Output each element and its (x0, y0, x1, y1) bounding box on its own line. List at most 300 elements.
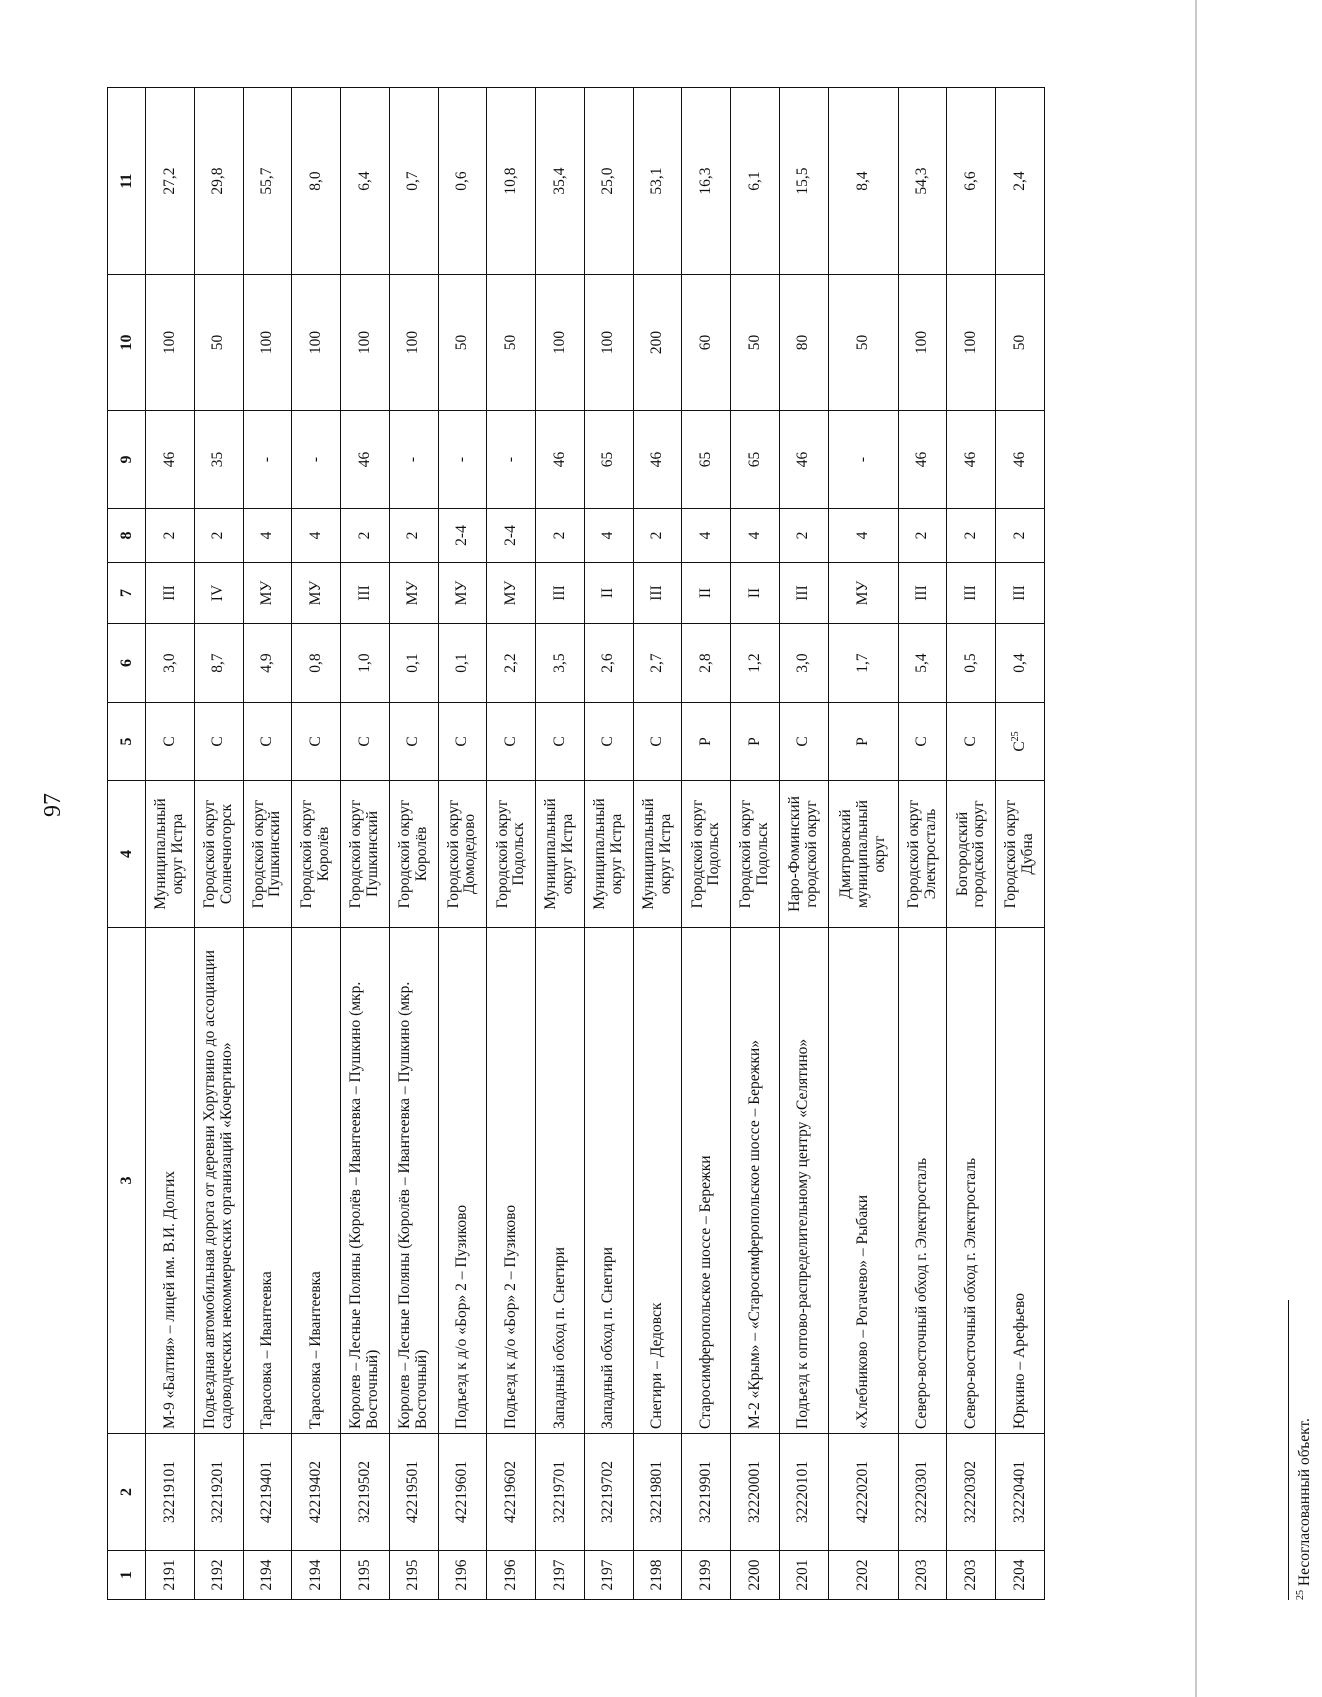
lanes-text: 2 (355, 531, 373, 540)
value-11-text: 15,5 (794, 167, 812, 195)
road-name-text: М-9 «Балтия» – лицей им. В.И. Долгих (160, 1170, 178, 1429)
value-9-text: 46 (355, 451, 373, 468)
cell-road-name (536, 928, 585, 1434)
value-11-text: 54,3 (913, 167, 931, 195)
cell-value-10 (947, 275, 996, 411)
cell-lanes (292, 509, 341, 563)
cell-category (146, 563, 195, 624)
cell-row-number (194, 1551, 243, 1600)
cell-municipality (996, 781, 1045, 928)
row-number-text: 2196 (501, 1559, 519, 1591)
road-name-text: Тарасовка – Ивантеевка (258, 1271, 276, 1429)
cell-road-name (898, 928, 947, 1434)
status-text: Р (853, 737, 871, 746)
length-text: 3,0 (794, 653, 812, 673)
cell-lanes (194, 509, 243, 563)
value-10-text: 60 (696, 334, 714, 351)
cell-status (898, 703, 947, 781)
cell-value-11 (146, 88, 195, 275)
cell-category (947, 563, 996, 624)
road-name-text: Юркино – Арефьево (1010, 1292, 1028, 1429)
cell-length (341, 624, 390, 703)
cell-category (438, 563, 487, 624)
value-9-text: 46 (913, 451, 931, 468)
length-text: 4,9 (258, 653, 276, 673)
cell-road-id (389, 1434, 438, 1551)
cell-value-10 (584, 275, 633, 411)
cell-value-11 (996, 88, 1045, 275)
status-text: Р (745, 737, 763, 746)
road-id-text: 32219101 (160, 1461, 178, 1523)
category-text: III (913, 585, 931, 601)
cell-row-number (292, 1551, 341, 1600)
road-name-text: Северо-восточный обход г. Электросталь (961, 1157, 979, 1429)
value-10-text: 100 (404, 330, 422, 355)
value-10-text: 100 (961, 330, 979, 355)
cell-road-name (487, 928, 536, 1434)
cell-road-name (731, 928, 780, 1434)
cell-lanes (731, 509, 780, 563)
lanes-text: 2-4 (501, 525, 519, 546)
length-text: 0,1 (453, 653, 471, 673)
cell-value-10 (996, 275, 1045, 411)
municipality-text: Городской округ Солнечногорск (200, 799, 235, 909)
cell-lanes (779, 509, 828, 563)
cell-road-name (682, 928, 731, 1434)
length-text: 2,6 (599, 653, 617, 673)
cell-category (633, 563, 682, 624)
cell-municipality (828, 781, 898, 928)
cell-row-number (584, 1551, 633, 1600)
cell-road-name (194, 928, 243, 1434)
value-9-text: 46 (648, 451, 666, 468)
column-header-9: 9 (108, 411, 146, 509)
table-row (947, 88, 996, 1600)
cell-category (389, 563, 438, 624)
cell-value-11 (194, 88, 243, 275)
cell-length (779, 624, 828, 703)
road-name-text: Королев – Лесные Поляны (Королёв – Ивантеевка – Пушкино (мкр. Восточный) (395, 981, 430, 1429)
cell-value-11 (536, 88, 585, 275)
cell-row-number (947, 1551, 996, 1600)
cell-length (146, 624, 195, 703)
cell-status (947, 703, 996, 781)
value-11-text: 16,3 (696, 167, 714, 195)
category-text: МУ (306, 580, 324, 606)
cell-municipality (389, 781, 438, 928)
cell-length (898, 624, 947, 703)
road-name-text: Старосимферопольское шоссе – Бережки (696, 1155, 714, 1429)
value-11-text: 8,4 (853, 171, 871, 191)
cell-value-9 (389, 411, 438, 509)
value-9-text: 65 (696, 451, 714, 468)
value-9-text: - (258, 456, 276, 463)
cell-municipality (898, 781, 947, 928)
lanes-text: 4 (599, 531, 617, 540)
cell-value-10 (779, 275, 828, 411)
lanes-text: 2 (794, 531, 812, 540)
municipality-text: Городской округ Королёв (395, 799, 430, 909)
category-text: III (961, 585, 979, 601)
value-9-text: 65 (745, 451, 763, 468)
row-number-text: 2199 (696, 1559, 714, 1591)
cell-municipality (947, 781, 996, 928)
road-id-text: 42219602 (501, 1461, 519, 1523)
column-header-2: 2 (108, 1434, 146, 1551)
cell-road-id (292, 1434, 341, 1551)
column-header-1: 1 (108, 1551, 146, 1600)
value-11-text: 55,7 (258, 167, 276, 195)
cell-value-11 (487, 88, 536, 275)
cell-lanes (996, 509, 1045, 563)
row-number-text: 2195 (404, 1559, 422, 1591)
cell-value-10 (438, 275, 487, 411)
road-name-text: Королев – Лесные Поляны (Королёв – Ивантеевка – Пушкино (мкр. Восточный) (347, 981, 381, 1429)
cell-value-10 (341, 275, 390, 411)
cell-municipality (779, 781, 828, 928)
cell-road-id (146, 1434, 195, 1551)
row-number-text: 2203 (913, 1559, 931, 1591)
cell-category (243, 563, 292, 624)
cell-road-id (584, 1434, 633, 1551)
cell-length (633, 624, 682, 703)
cell-road-name (828, 928, 898, 1434)
status-text: С (453, 736, 471, 747)
table-row (731, 88, 780, 1600)
scan-edge (1195, 0, 1197, 1697)
value-11-text: 10,8 (501, 167, 519, 195)
value-10-text: 100 (258, 330, 276, 355)
value-10-text: 50 (745, 334, 763, 351)
cell-municipality (341, 781, 390, 928)
lanes-text: 2 (160, 531, 178, 540)
cell-value-11 (292, 88, 341, 275)
table-row (682, 88, 731, 1600)
table-row (828, 88, 898, 1600)
cell-road-id (633, 1434, 682, 1551)
column-header-3: 3 (108, 928, 146, 1434)
value-11-text: 6,1 (745, 171, 763, 191)
length-text: 0,1 (404, 653, 422, 673)
cell-value-10 (389, 275, 438, 411)
footnote-body: Несогласованный объект. (1296, 1418, 1314, 1587)
length-text: 0,8 (306, 653, 324, 673)
column-header-8: 8 (108, 509, 146, 563)
category-text: МУ (258, 580, 276, 606)
cell-municipality (584, 781, 633, 928)
length-text: 5,4 (913, 653, 931, 673)
length-text: 2,7 (648, 653, 666, 673)
cell-length (682, 624, 731, 703)
road-id-text: 42219601 (453, 1461, 471, 1523)
municipality-text: Городской округ Королёв (298, 799, 333, 909)
municipality-text: Наро-Фоминский городской округ (786, 796, 820, 912)
category-text: МУ (404, 580, 422, 606)
category-text: МУ (853, 580, 871, 606)
cell-row-number (536, 1551, 585, 1600)
cell-length (584, 624, 633, 703)
status-text: С (355, 736, 373, 747)
cell-municipality (633, 781, 682, 928)
cell-category (731, 563, 780, 624)
cell-municipality (243, 781, 292, 928)
category-text: II (599, 587, 617, 599)
cell-road-name (947, 928, 996, 1434)
cell-road-id (438, 1434, 487, 1551)
cell-road-name (146, 928, 195, 1434)
cell-value-11 (947, 88, 996, 275)
cell-value-9 (341, 411, 390, 509)
value-9-text: 46 (961, 451, 979, 468)
row-number-text: 2200 (745, 1559, 763, 1591)
lanes-text: 2 (550, 531, 568, 540)
cell-municipality (146, 781, 195, 928)
row-number-text: 2195 (355, 1559, 373, 1591)
table-row (292, 88, 341, 1600)
column-header-7: 7 (108, 563, 146, 624)
value-10-text: 100 (913, 330, 931, 355)
cell-length (389, 624, 438, 703)
road-name-text: Западный обход п. Снегири (599, 1247, 617, 1429)
table-row (536, 88, 585, 1600)
cell-row-number (731, 1551, 780, 1600)
table-row (584, 88, 633, 1600)
municipality-text: Дмитровский муниципальный округ (837, 800, 888, 908)
municipality-text: Городской округ Пушкинский (347, 799, 381, 909)
length-text: 3,0 (160, 653, 178, 673)
cell-row-number (243, 1551, 292, 1600)
cell-status (682, 703, 731, 781)
cell-row-number (389, 1551, 438, 1600)
value-10-text: 50 (1010, 334, 1028, 351)
footnote-ref: 25 (1010, 731, 1022, 742)
column-header-6: 6 (108, 624, 146, 703)
length-text: 1,7 (853, 653, 871, 673)
status-text: С (160, 736, 178, 747)
cell-value-9 (536, 411, 585, 509)
cell-road-id (828, 1434, 898, 1551)
cell-municipality (438, 781, 487, 928)
value-11-text: 2,4 (1010, 171, 1028, 191)
row-number-text: 2203 (961, 1559, 979, 1591)
cell-length (828, 624, 898, 703)
cell-road-name (389, 928, 438, 1434)
cell-lanes (438, 509, 487, 563)
status-text: С (961, 736, 979, 747)
row-number-text: 2201 (794, 1559, 812, 1591)
value-10-text: 100 (306, 330, 324, 355)
cell-value-10 (194, 275, 243, 411)
value-10-text: 80 (794, 334, 812, 351)
cell-status (536, 703, 585, 781)
value-9-text: 46 (550, 451, 568, 468)
road-id-text: 42219401 (258, 1461, 276, 1523)
value-11-text: 53,1 (648, 167, 666, 195)
cell-row-number (779, 1551, 828, 1600)
road-id-text: 32219701 (550, 1461, 568, 1523)
row-number-text: 2194 (258, 1559, 276, 1591)
cell-value-9 (487, 411, 536, 509)
cell-length (292, 624, 341, 703)
cell-value-11 (828, 88, 898, 275)
cell-value-10 (243, 275, 292, 411)
lanes-text: 2 (1010, 531, 1028, 540)
cell-municipality (292, 781, 341, 928)
road-name-text: Тарасовка – Ивантеевка (306, 1271, 324, 1429)
cell-value-11 (584, 88, 633, 275)
lanes-text: 4 (696, 531, 714, 540)
municipality-text: Муниципальный округ Истра (639, 798, 674, 910)
cell-length (536, 624, 585, 703)
cell-road-id (731, 1434, 780, 1551)
value-11-text: 8,0 (306, 171, 324, 191)
cell-value-9 (731, 411, 780, 509)
cell-row-number (898, 1551, 947, 1600)
table-row (146, 88, 195, 1600)
lanes-text: 4 (853, 531, 871, 540)
cell-value-9 (898, 411, 947, 509)
status-text: С (501, 736, 519, 747)
table-row (341, 88, 390, 1600)
cell-length (731, 624, 780, 703)
status-text: Р (696, 737, 714, 746)
cell-status (438, 703, 487, 781)
road-name-text: М-2 «Крым» – «Старосимферопольское шоссе – Бережки» (745, 1040, 763, 1429)
lanes-text: 2 (404, 531, 422, 540)
row-number-text: 2194 (306, 1559, 324, 1591)
length-text: 1,0 (355, 653, 373, 673)
row-number-text: 2196 (453, 1559, 471, 1591)
cell-road-id (487, 1434, 536, 1551)
cell-value-11 (682, 88, 731, 275)
cell-municipality (731, 781, 780, 928)
footnote-text (1295, 1240, 1314, 1600)
column-header-4: 4 (108, 781, 146, 928)
road-name-text: Подъезд к оптово-распределительному центру «Селятино» (794, 1038, 812, 1429)
cell-value-11 (779, 88, 828, 275)
value-11-text: 35,4 (550, 167, 568, 195)
cell-category (898, 563, 947, 624)
cell-road-name (341, 928, 390, 1434)
table-row (996, 88, 1045, 1600)
cell-value-9 (194, 411, 243, 509)
status-text: С (913, 736, 931, 747)
value-9-text: 46 (160, 451, 178, 468)
road-id-text: 42220201 (853, 1461, 871, 1523)
category-text: IV (209, 584, 227, 602)
row-number-text: 2191 (160, 1559, 178, 1591)
table-row (389, 88, 438, 1600)
value-11-text: 6,4 (355, 171, 373, 191)
status-text: С (306, 736, 324, 747)
category-text: II (696, 587, 714, 599)
cell-municipality (682, 781, 731, 928)
value-9-text: 46 (794, 451, 812, 468)
cell-value-10 (731, 275, 780, 411)
cell-value-10 (828, 275, 898, 411)
lanes-text: 2-4 (453, 525, 471, 546)
row-number-text: 2197 (550, 1559, 568, 1591)
cell-value-9 (996, 411, 1045, 509)
cell-row-number (438, 1551, 487, 1600)
cell-status (292, 703, 341, 781)
category-text: III (648, 585, 666, 601)
value-11-text: 29,8 (209, 167, 227, 195)
cell-value-9 (438, 411, 487, 509)
cell-road-id (898, 1434, 947, 1551)
lanes-text: 2 (913, 531, 931, 540)
municipality-text: Муниципальный округ Истра (542, 798, 576, 910)
cell-road-id (243, 1434, 292, 1551)
status-text: С (1011, 741, 1029, 752)
value-9-text: - (853, 456, 871, 463)
cell-road-name (633, 928, 682, 1434)
cell-category (536, 563, 585, 624)
cell-lanes (682, 509, 731, 563)
cell-value-10 (536, 275, 585, 411)
cell-road-name (996, 928, 1045, 1434)
value-9-text: 46 (1010, 451, 1028, 468)
municipality-text: Городской округ Домодедово (444, 799, 479, 909)
table-row (487, 88, 536, 1600)
cell-value-11 (243, 88, 292, 275)
value-10-text: 50 (209, 334, 227, 351)
cell-status (731, 703, 780, 781)
cell-category (487, 563, 536, 624)
cell-value-9 (146, 411, 195, 509)
municipality-text: Городской округ Электросталь (904, 799, 939, 909)
road-name-text: Западный обход п. Снегири (550, 1247, 568, 1429)
road-name-text: Подъезд к д/о «Бор» 2 – Пузиково (501, 1204, 519, 1429)
status-text: С (209, 736, 227, 747)
status-text: С (404, 736, 422, 747)
cell-road-id (536, 1434, 585, 1551)
cell-status (584, 703, 633, 781)
road-id-text: 42219501 (404, 1461, 422, 1523)
lanes-text: 2 (961, 531, 979, 540)
value-9-text: - (404, 456, 422, 463)
value-10-text: 100 (599, 330, 617, 355)
cell-municipality (487, 781, 536, 928)
cell-status (389, 703, 438, 781)
table-header-row (108, 88, 146, 1600)
table-row (779, 88, 828, 1600)
cell-length (243, 624, 292, 703)
category-text: III (794, 585, 812, 601)
municipality-text: Городской округ Подольск (493, 799, 528, 909)
length-text: 2,2 (501, 653, 519, 673)
column-header-5: 5 (108, 703, 146, 781)
lanes-text: 2 (209, 531, 227, 540)
value-9-text: - (306, 456, 324, 463)
cell-lanes (243, 509, 292, 563)
cell-road-id (779, 1434, 828, 1551)
cell-category (682, 563, 731, 624)
cell-row-number (633, 1551, 682, 1600)
cell-row-number (341, 1551, 390, 1600)
cell-road-id (947, 1434, 996, 1551)
table-container (107, 88, 1045, 1600)
lanes-text: 2 (648, 531, 666, 540)
cell-road-id (341, 1434, 390, 1551)
value-9-text: 65 (599, 451, 617, 468)
cell-row-number (682, 1551, 731, 1600)
cell-category (292, 563, 341, 624)
value-11-text: 6,6 (961, 171, 979, 191)
road-id-text: 32219201 (209, 1461, 227, 1523)
table-row (438, 88, 487, 1600)
length-text: 8,7 (209, 653, 227, 673)
